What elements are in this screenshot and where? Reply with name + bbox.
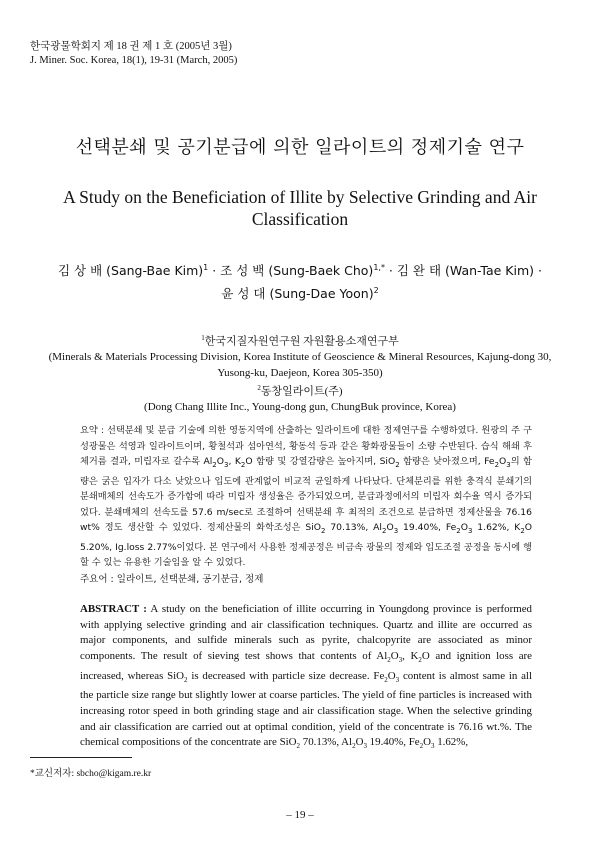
affil-mark: 2 (257, 384, 261, 393)
affiliation-en-2: (Dong Chang Illite Inc., Young-dong gun, ChungBuk province, Korea) (144, 401, 456, 414)
author-name: 김 완 태 (Wan-Tae Kim) (396, 263, 535, 279)
affil-mark: 1 (201, 334, 205, 342)
author-separator: · (208, 263, 221, 279)
journal-citation-ko: 한국광물학회지 제 18 권 제 1 호 (2005년 3월) (30, 41, 232, 52)
author-affil-mark: 1 (203, 263, 209, 272)
page-number: – 19 – (286, 809, 314, 821)
journal-header (30, 40, 237, 68)
author-line-1 (30, 258, 570, 281)
title-english: A Study on the Beneficiation of Illite by Selective Grinding and Air Classification (63, 187, 537, 229)
author-name: 윤 성 대 (Sung-Dae Yoon) (221, 286, 374, 302)
author-list (30, 258, 570, 304)
abstract-korean: 요약 : 선택분쇄 및 분급 기술에 의한 영동지역에 산출하는 일라이트에 대한 정제연구를 수행하였다. 원광의 주 구성광물은 석영과 일라이트이며, 황철석과 섬아연석, 황동석 등과 같은 황화광물들이 소량 수반된다. 습식 해쇄 후 체거름 결과, 미립자로 갈수록 $Al_2O_3$, $K_2O$ 함량 및 강열감량은 높아지며, SiO$_2$ 함량은 낮아졌으며, $Fe_2O_3$의 함량은 굵은 입자가 다소 낮았으나 입도에 관계없이 비교적 균일하게 나타났다. 단체분리를 위한 충격식 분쇄기의 분쇄매체의 선속도가 증가함에 따라 미립자 생성율은 증가되었으며, 분급과정에서의 미립자 회수율 역시 증가되었다. 분쇄매체의 선속도를 57.6 m/sec로 조절하여 선택분쇄 후 최적의 조건으로 분급하면 정제산물을 76.16 wt% 정도 생산할 수 있었다. 정제산물의 화학조성은 SiO$_2$ 70.13%, $Al_2O_3$ 19.40%, $Fe_2O_3$ 1.62%, $K_2O$ 5.20%, Ig.loss 2.77%이었다. 본 연구에서 사용한 정제공정은 비금속 광물의 정제와 입도조절 공정을 동시에 행할 수 있는 유용한 기술임을 알 수 있었다. (80, 425, 533, 569)
journal-citation-en: J. Miner. Soc. Korea, 18(1), 19-31 (March, 2005) (30, 55, 238, 66)
corresponding-author-footnote: *교신저자: sbcho@kigam.re.kr (30, 769, 152, 779)
affiliation-en-1b: Yusong-ku, Daejeon, Korea 305-350) (217, 366, 383, 379)
author-separator: · (384, 263, 397, 279)
affiliations (20, 331, 580, 416)
author-name: 조 성 백 (Sung-Baek Cho) (220, 263, 374, 279)
author-line-2 (30, 281, 570, 304)
title-korean: 선택분쇄 및 공기분급에 의한 일라이트의 정제기술 연구 (75, 137, 525, 158)
footnote-divider (30, 757, 132, 758)
affiliation-en-1a: (Minerals & Materials Processing Division, Korea Institute of Geoscience & Mineral Resources, Kajung-dong 30, (48, 351, 552, 364)
affiliation-ko-2: $^2$동창일라이트(주) (257, 384, 343, 398)
author-name: 김 상 배 (Sang-Bae Kim) (58, 263, 204, 279)
author-affil-mark: 2 (373, 286, 379, 296)
affiliation-ko-1: $^1$한국지질자원연구원 자원활용소재연구부 (201, 334, 399, 348)
abstract-english: ABSTRACT : A study on the beneficiation of illite occurring in Youngdong province is performed with applying selective grinding and air classification techniques. Quartz and illite are occurred as major components, and sulfide minerals such as pyrite, chalcopyrite are associated as minor components. The result of sieving test shows that contents of $Al_2O_3$, $K_2O$ and ignition loss are increased, whereas SiO$_2$ is decreased with particle size decrease. $Fe_2O_3$ content is almost same in all the particle size range but slightly lower at coarse particles. The yield of fine particles is increased with increasing rotor speed in both grinding stage and air classification stage. When the selective grinding and air classification are carried out at optimal condition, yield of the concentrate is 76.16 wt.%. The chemical compositions of the concentrate are SiO$_2$ 70.13%, $Al_2O_3$ 19.40%, $Fe_2O_3$ 1.62%, (80, 603, 532, 751)
author-separator: · (534, 263, 542, 279)
keywords-korean: 주요어 : 일라이트, 선택분쇄, 공기분급, 정제 (80, 574, 264, 585)
author-affil-mark: 1,* (373, 263, 385, 272)
abstract-label: ABSTRACT : (80, 603, 147, 615)
